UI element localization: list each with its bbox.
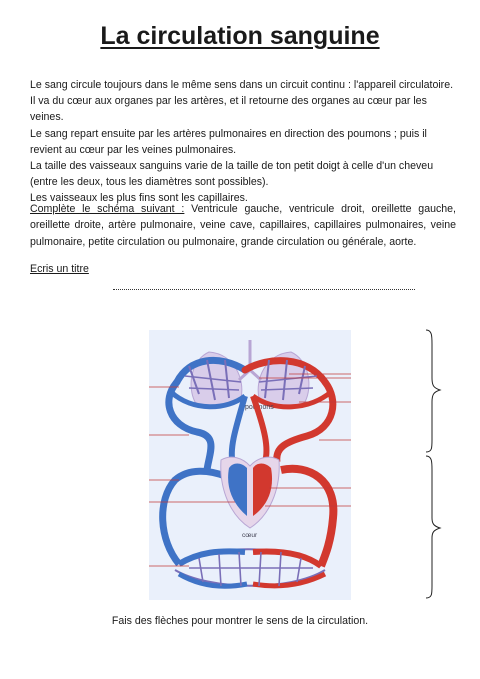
circulation-braces: [420, 328, 444, 600]
heart-label: cœur: [242, 532, 258, 539]
intro-line: Il va du cœur aux organes par les artères, et il retourne des organes au cœur par les veines.: [30, 95, 427, 124]
exercise-lead: Complète le schéma suivant :: [30, 203, 185, 215]
title-answer-line[interactable]: [113, 283, 415, 290]
word-bank: Ventricule gauche, ventricule droit, oreillette gauche, oreillette droite, artère pulmonaire, veine cave, capillaires, capillaires pulmonaires, veine pulmonaire, petite circulation ou pulmonaire, grande circulation ou générale, aorte.: [30, 203, 456, 248]
write-title-prompt: Ecris un titre: [30, 263, 89, 275]
page-title: La circulation sanguine: [100, 22, 380, 50]
circulation-diagram: [149, 330, 351, 600]
intro-line: Le sang circule toujours dans le même sens dans un circuit continu : l'appareil circulatoire.: [30, 79, 454, 91]
intro-line: Le sang repart ensuite par les artères pulmonaires en direction des poumons ; puis il revient au cœur par les veines pulmonaires.: [30, 127, 427, 156]
brace-systemic: [426, 456, 440, 598]
arrow-instruction: Fais des flèches pour montrer le sens de la circulation.: [111, 615, 369, 627]
brace-pulmonary: [426, 330, 440, 452]
lungs-label: poumons: [245, 404, 274, 411]
intro-line: Les vaisseaux les plus fins sont les capillaires.: [30, 192, 248, 205]
exercise-instructions: [30, 201, 456, 250]
intro-text: [30, 77, 456, 207]
intro-line: La taille des vaisseaux sanguins varie de la taille de ton petit doigt à celle d'un cheveu (entre les deux, tous les diamètres sont possibles).: [30, 160, 434, 189]
